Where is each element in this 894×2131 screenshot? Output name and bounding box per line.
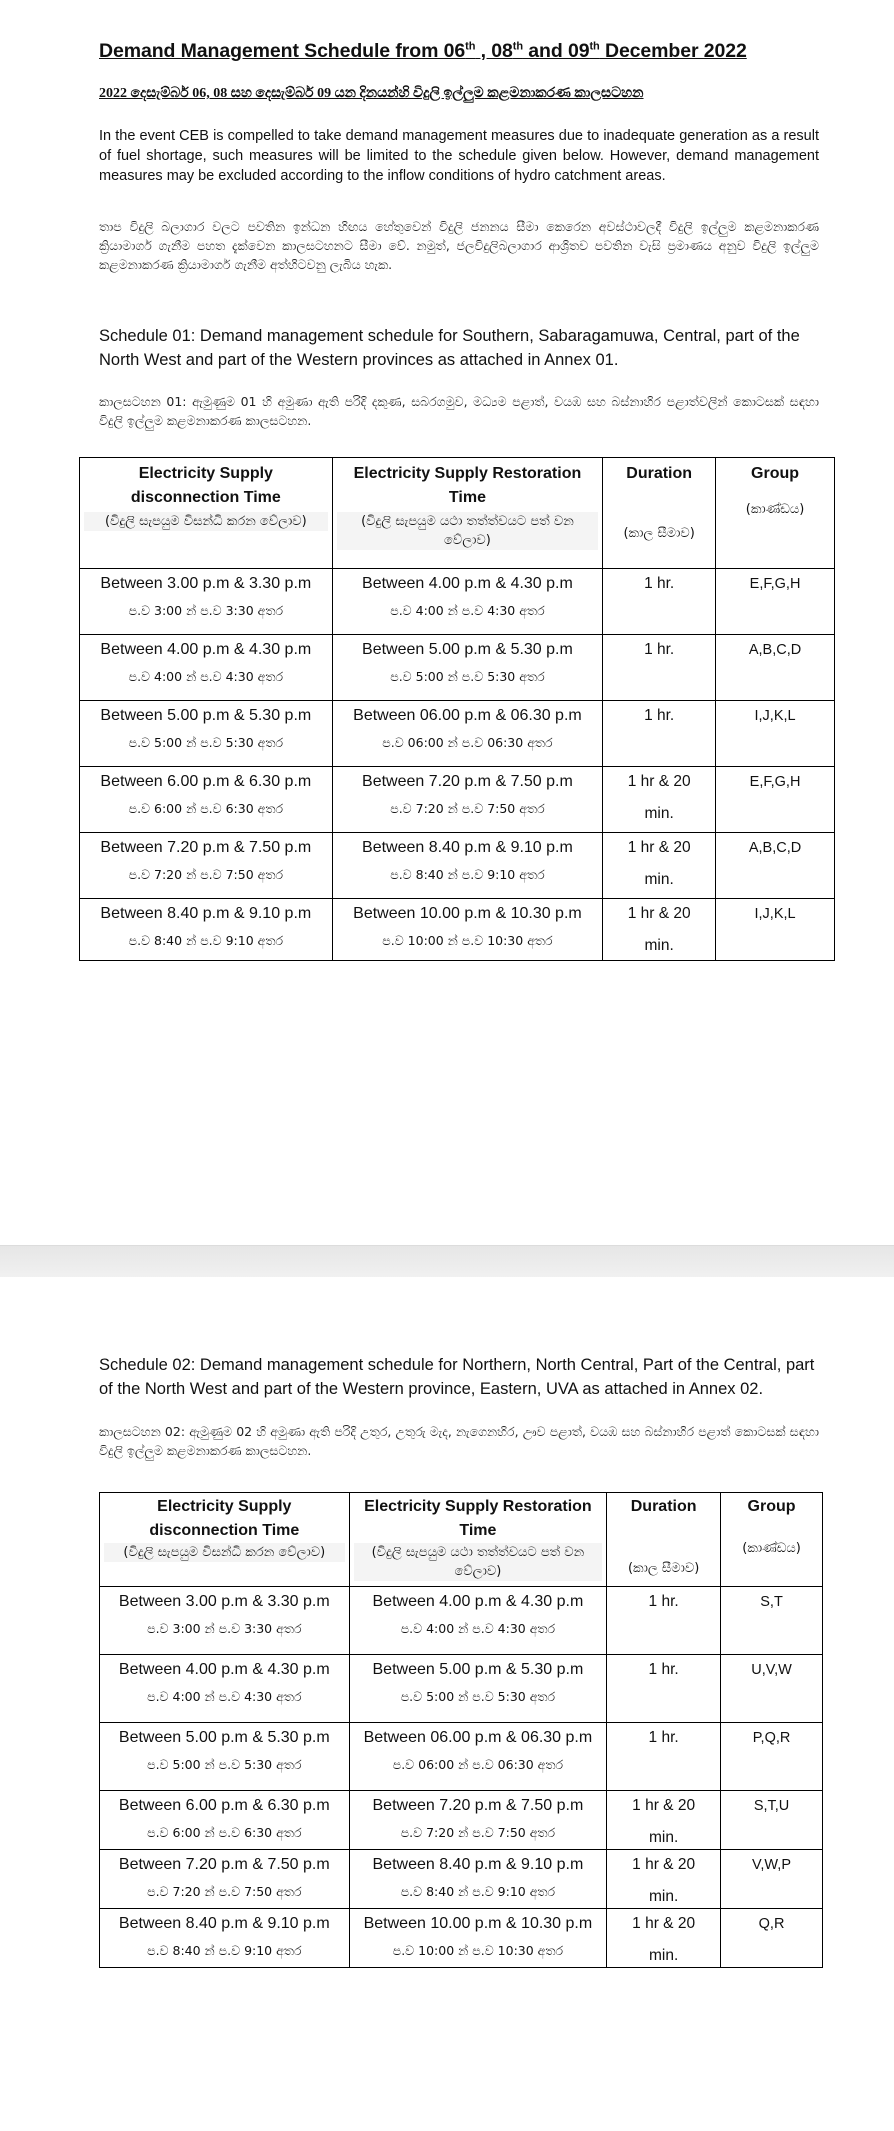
- header-restore: Electricity Supply Restoration Time (විදුලි සැපයුම යථා තත්ත්වයට පත් වන වේලාව): [349, 1493, 607, 1587]
- disconnect-time-si: ප.ව 4:00 න් ප.ව 4:30 අතර: [147, 1689, 302, 1704]
- header-duration: Duration (කාල සීමාව): [603, 458, 716, 569]
- restore-time-cell: [332, 899, 603, 961]
- restore-time-en: Between 5.00 p.m & 5.30 p.m: [372, 1661, 584, 1678]
- restore-time-cell: [349, 1723, 607, 1791]
- group-value: E,F,G,H: [749, 576, 801, 592]
- group-cell: [716, 701, 835, 767]
- duration-value-cont: min.: [648, 1829, 679, 1846]
- disconnect-time-en: Between 8.40 p.m & 9.10 p.m: [100, 905, 312, 922]
- disconnect-time-cell: [100, 1850, 350, 1909]
- schedule1-heading-si: කාලසටහන 01: ඇමුණුම 01 හි අමුණා ඇති පරිදි දකුණ, සබරගමුව, මධ්‍යම පළාත්, වයඹ සහ බස්නාහිර පළාත්වලින් කොටසක් සඳහා විදුලි ඉල්ලුම කළමනාකරණ කාලසටහන.: [99, 394, 819, 428]
- disconnect-time-en: Between 7.20 p.m & 7.50 p.m: [100, 839, 312, 856]
- disconnect-time-si: ප.ව 6:00 න් ප.ව 6:30 අතර: [128, 801, 284, 816]
- group-cell: [721, 1655, 823, 1723]
- group-cell: [716, 767, 835, 833]
- disconnect-time-si: ප.ව 8:40 න් ප.ව 9:10 අතර: [147, 1943, 302, 1958]
- intro-paragraph-en: In the event CEB is compelled to take demand management measures due to inadequate generation as a result of fuel shortage, such measures will be limited to the schedule given below. However, demand management measures may be excluded according to the inflow conditions of hydro catchment areas.: [99, 128, 819, 184]
- table-row: [80, 833, 835, 899]
- duration-cell: [607, 1791, 721, 1850]
- group-cell: [721, 1850, 823, 1909]
- duration-cell: [603, 569, 716, 635]
- group-value: V,W,P: [752, 1857, 792, 1873]
- restore-time-en: Between 8.40 p.m & 9.10 p.m: [372, 1856, 584, 1873]
- schedule1-header-row: [80, 458, 835, 569]
- duration-value: 1 hr.: [648, 1729, 679, 1746]
- intro-paragraph-si: තාප විදුලි බලාගාර වලට පවතින ඉන්ධන හිඟය හේතුවෙන් විදුලි ජනනය සීමා කෙරෙන අවස්ථාවලදී විදුලි ඉල්ලුම කළමනාකරණ ක්‍රියාමාර්ග ගැනීම පහත දැක්වෙන කාලසටහනට සීමා වේ. නමුත්, ජලවිදුලිබලාගාර ආශ්‍රිතව පවතින වැසි ප්‍රමාණය අනුව විදුලි ඉල්ලුම කළමනාකරණ ක්‍රියාමාර්ග ගැනීම අත්හිටවනු ලැබිය හැක.: [99, 219, 819, 272]
- disconnect-time-cell: [80, 701, 333, 767]
- duration-value: 1 hr & 20: [627, 839, 691, 856]
- restore-time-si: ප.ව 10:00 න් ප.ව 10:30 අතර: [392, 1943, 564, 1958]
- duration-value: 1 hr & 20: [627, 773, 691, 790]
- restore-time-si: ප.ව 06:00 න් ප.ව 06:30 අතර: [392, 1757, 564, 1772]
- group-cell: [716, 635, 835, 701]
- disconnect-time-cell: [100, 1723, 350, 1791]
- restore-time-en: Between 10.00 p.m & 10.30 p.m: [363, 1915, 593, 1932]
- group-value: A,B,C,D: [748, 642, 802, 658]
- page-separator: [0, 1245, 894, 1278]
- header-group: Group (කාණ්ඩය): [716, 458, 835, 569]
- group-value: S,T,U: [753, 1798, 790, 1814]
- group-cell: [721, 1791, 823, 1850]
- disconnect-time-si: ප.ව 4:00 න් ප.ව 4:30 අතර: [128, 669, 284, 684]
- duration-value-cont: min.: [648, 1888, 679, 1905]
- disconnect-time-si: ප.ව 5:00 න් ප.ව 5:30 අතර: [147, 1757, 302, 1772]
- restore-time-cell: [332, 833, 603, 899]
- disconnect-time-en: Between 6.00 p.m & 6.30 p.m: [118, 1797, 330, 1814]
- document-title-si: 2022 දෙසැම්බර් 06, 08 සහ දෙසැම්බර් 09 යන දිනයන්හි විදුලි ඉල්ලුම කළමනාකරණ කාලසටහන: [99, 86, 644, 101]
- restore-time-en: Between 4.00 p.m & 4.30 p.m: [362, 575, 573, 592]
- table-row: [80, 635, 835, 701]
- duration-cell: [603, 899, 716, 961]
- duration-cell: [603, 701, 716, 767]
- duration-cell: [603, 635, 716, 701]
- duration-value: 1 hr.: [648, 1593, 679, 1610]
- table-row: [100, 1723, 823, 1791]
- header-disconnect: Electricity Supply disconnection Time (විදුලි සැපයුම විසන්ධි කරන වේලාව): [80, 458, 333, 569]
- disconnect-time-cell: [100, 1655, 350, 1723]
- disconnect-time-si: ප.ව 3:00 න් ප.ව 3:30 අතර: [128, 603, 284, 618]
- duration-cell: [603, 767, 716, 833]
- disconnect-time-cell: [80, 899, 333, 961]
- group-value: P,Q,R: [752, 1730, 791, 1746]
- duration-value: 1 hr & 20: [632, 1797, 696, 1814]
- restore-time-cell: [349, 1791, 607, 1850]
- restore-time-cell: [349, 1587, 607, 1655]
- schedule2-header-row: [100, 1493, 823, 1587]
- restore-time-si: ප.ව 10:00 න් ප.ව 10:30 අතර: [382, 933, 553, 948]
- group-value: U,V,W: [751, 1662, 792, 1678]
- group-value: A,B,C,D: [748, 840, 802, 856]
- group-value: Q,R: [758, 1916, 785, 1932]
- duration-value: 1 hr.: [644, 707, 675, 724]
- duration-value-cont: min.: [644, 871, 674, 888]
- table-row: [80, 569, 835, 635]
- restore-time-cell: [349, 1655, 607, 1723]
- disconnect-time-cell: [80, 767, 333, 833]
- disconnect-time-en: Between 4.00 p.m & 4.30 p.m: [100, 641, 312, 658]
- restore-time-cell: [332, 635, 603, 701]
- schedule1-heading-en: Schedule 01: Demand management schedule for Southern, Sabaragamuwa, Central, part of the North West and part of the Western provinces as attached in Annex 01.: [99, 327, 800, 369]
- duration-value: 1 hr.: [644, 641, 675, 658]
- restore-time-cell: [332, 701, 603, 767]
- table-row: [100, 1850, 823, 1909]
- duration-value-cont: min.: [648, 1947, 679, 1964]
- duration-value: 1 hr & 20: [632, 1915, 696, 1932]
- group-cell: [716, 899, 835, 961]
- restore-time-si: ප.ව 5:00 න් ප.ව 5:30 අතර: [400, 1689, 556, 1704]
- disconnect-time-si: ප.ව 5:00 න් ප.ව 5:30 අතර: [128, 735, 284, 750]
- group-value: I,J,K,L: [754, 708, 796, 724]
- group-value: I,J,K,L: [754, 906, 796, 922]
- schedule2-heading-si: කාලසටහන 02: ඇමුණුම 02 හි අමුණා ඇති පරිදි උතුර, උතුරු මැද, නැගෙනහිර, ඌව පළාත්, වයඹ සහ බස්නාහිර පළාත් කොටසක් සඳහා විදුලි ඉල්ලුම කළමනාකරණ කාලසටහන.: [99, 1424, 819, 1458]
- restore-time-en: Between 7.20 p.m & 7.50 p.m: [372, 1797, 584, 1814]
- disconnect-time-en: Between 6.00 p.m & 6.30 p.m: [100, 773, 312, 790]
- disconnect-time-en: Between 8.40 p.m & 9.10 p.m: [118, 1915, 330, 1932]
- restore-time-cell: [332, 569, 603, 635]
- restore-time-en: Between 8.40 p.m & 9.10 p.m: [362, 839, 573, 856]
- disconnect-time-si: ප.ව 7:20 න් ප.ව 7:50 අතර: [147, 1884, 302, 1899]
- disconnect-time-si: ප.ව 8:40 න් ප.ව 9:10 අතර: [128, 933, 284, 948]
- restore-time-si: ප.ව 7:20 න් ප.ව 7:50 අතර: [400, 1825, 556, 1840]
- restore-time-en: Between 06.00 p.m & 06.30 p.m: [353, 707, 582, 724]
- schedule2-table: [99, 1492, 823, 1968]
- table-row: [100, 1587, 823, 1655]
- restore-time-en: Between 5.00 p.m & 5.30 p.m: [362, 641, 573, 658]
- duration-value-cont: min.: [644, 805, 674, 822]
- disconnect-time-cell: [100, 1909, 350, 1968]
- disconnect-time-en: Between 7.20 p.m & 7.50 p.m: [118, 1856, 330, 1873]
- schedule2-rows: [100, 1587, 823, 1968]
- table-row: [80, 767, 835, 833]
- disconnect-time-si: ප.ව 3:00 න් ප.ව 3:30 අතර: [147, 1621, 302, 1636]
- group-value: S,T: [760, 1594, 783, 1610]
- table-row: [100, 1909, 823, 1968]
- disconnect-time-en: Between 3.00 p.m & 3.30 p.m: [118, 1593, 330, 1610]
- restore-time-si: ප.ව 06:00 න් ප.ව 06:30 අතර: [382, 735, 553, 750]
- table-row: [80, 899, 835, 961]
- group-value: E,F,G,H: [749, 774, 801, 790]
- duration-value: 1 hr.: [644, 575, 675, 592]
- duration-value: 1 hr.: [648, 1661, 679, 1678]
- disconnect-time-en: Between 3.00 p.m & 3.30 p.m: [100, 575, 312, 592]
- restore-time-si: ප.ව 4:00 න් ප.ව 4:30 අතර: [400, 1621, 556, 1636]
- header-disconnect: Electricity Supply disconnection Time (විදුලි සැපයුම විසන්ධි කරන වේලාව): [100, 1493, 350, 1587]
- restore-time-si: ප.ව 8:40 න් ප.ව 9:10 අතර: [390, 867, 545, 882]
- restore-time-si: ප.ව 5:00 න් ප.ව 5:30 අතර: [390, 669, 545, 684]
- duration-cell: [607, 1909, 721, 1968]
- disconnect-time-si: ප.ව 7:20 න් ප.ව 7:50 අතර: [128, 867, 284, 882]
- document-title-en: Demand Management Schedule from 06th , 08th and 09th December 2022: [99, 40, 747, 62]
- restore-time-en: Between 10.00 p.m & 10.30 p.m: [353, 905, 582, 922]
- duration-cell: [607, 1723, 721, 1791]
- duration-value: 1 hr & 20: [632, 1856, 696, 1873]
- group-cell: [721, 1909, 823, 1968]
- disconnect-time-en: Between 5.00 p.m & 5.30 p.m: [100, 707, 312, 724]
- restore-time-cell: [349, 1909, 607, 1968]
- table-row: [80, 701, 835, 767]
- duration-cell: [603, 833, 716, 899]
- restore-time-si: ප.ව 8:40 න් ප.ව 9:10 අතර: [400, 1884, 556, 1899]
- duration-cell: [607, 1587, 721, 1655]
- header-duration: Duration (කාල සීමාව): [607, 1493, 721, 1587]
- duration-value: 1 hr & 20: [627, 905, 691, 922]
- group-cell: [721, 1723, 823, 1791]
- header-restore: Electricity Supply Restoration Time (විදුලි සැපයුම යථා තත්ත්වයට පත් වන වේලාව): [332, 458, 603, 569]
- restore-time-en: Between 7.20 p.m & 7.50 p.m: [362, 773, 573, 790]
- header-group: Group (කාණ්ඩය): [721, 1493, 823, 1587]
- group-cell: [721, 1587, 823, 1655]
- restore-time-cell: [332, 767, 603, 833]
- restore-time-si: ප.ව 4:00 න් ප.ව 4:30 අතර: [390, 603, 545, 618]
- disconnect-time-cell: [80, 833, 333, 899]
- restore-time-en: Between 4.00 p.m & 4.30 p.m: [372, 1593, 584, 1610]
- disconnect-time-cell: [80, 569, 333, 635]
- schedule2-heading-en: Schedule 02: Demand management schedule for Northern, North Central, Part of the Central, part of the North West and part of the Western province, Eastern, UVA as attached in Annex 02.: [99, 1356, 815, 1398]
- schedule1-table: [79, 457, 835, 961]
- restore-time-si: ප.ව 7:20 න් ප.ව 7:50 අතර: [390, 801, 545, 816]
- group-cell: [716, 569, 835, 635]
- disconnect-time-en: Between 4.00 p.m & 4.30 p.m: [118, 1661, 330, 1678]
- restore-time-en: Between 06.00 p.m & 06.30 p.m: [363, 1729, 593, 1746]
- document-page-2: [0, 1277, 894, 2131]
- table-row: [100, 1791, 823, 1850]
- duration-cell: [607, 1850, 721, 1909]
- disconnect-time-cell: [100, 1587, 350, 1655]
- disconnect-time-en: Between 5.00 p.m & 5.30 p.m: [118, 1729, 330, 1746]
- restore-time-cell: [349, 1850, 607, 1909]
- disconnect-time-cell: [100, 1791, 350, 1850]
- schedule1-rows: [80, 569, 835, 961]
- duration-cell: [607, 1655, 721, 1723]
- disconnect-time-cell: [80, 635, 333, 701]
- group-cell: [716, 833, 835, 899]
- duration-value-cont: min.: [644, 937, 674, 954]
- table-row: [100, 1655, 823, 1723]
- disconnect-time-si: ප.ව 6:00 න් ප.ව 6:30 අතර: [147, 1825, 302, 1840]
